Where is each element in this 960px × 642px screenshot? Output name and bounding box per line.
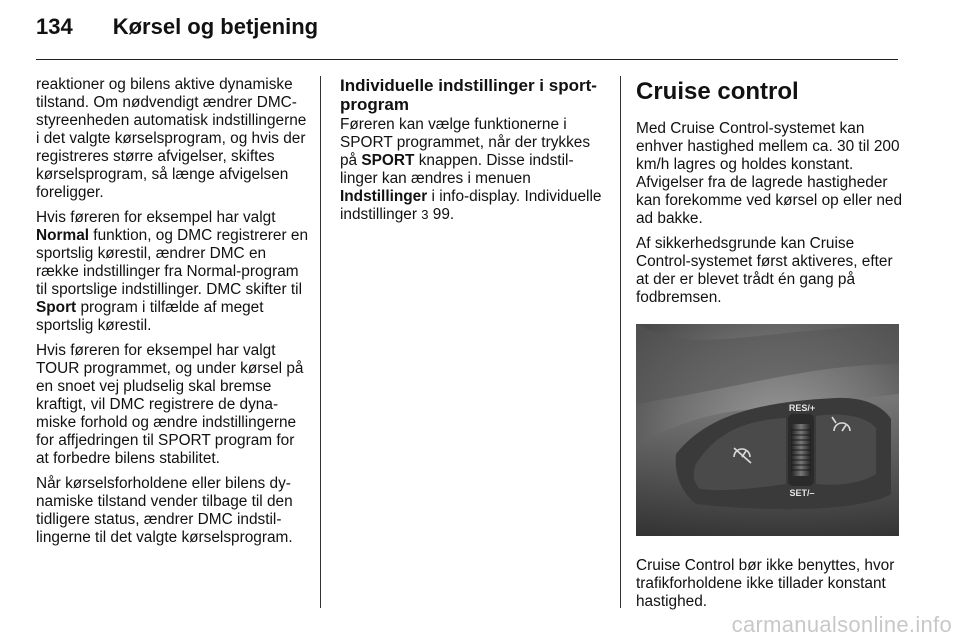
page-reference[interactable]: 99. (428, 206, 455, 223)
text-run: Føreren kan vælge funktionerne i SPORT programmet, når der trykkes på (340, 116, 591, 169)
paragraph: Af sikkerhedsgrunde kan Cruise Control-systemet først aktiveres, efter at der er blevet trådt én gang på fodbremsen. (636, 235, 893, 306)
subsection-heading: Individuelle indstillinger i sportprogram (340, 76, 597, 114)
chapter-title: Kørsel og betjening (112, 14, 319, 39)
bold-term-indstillinger: Indstillinger (340, 188, 428, 205)
text-run: program i tilfælde af meget sportslig kørestil. (36, 299, 264, 334)
bold-term-sport: Sport (36, 299, 77, 316)
steering-wheel-cruise-control-photo (636, 324, 899, 536)
paragraph: Med Cruise Control-systemet kan enhver hastighed mellem ca. 30 til 200 km/h lagres og holdes konstant. Afvigelser fra de lagrede hastigheder kan forekomme ved kørsel op eller ned ad bakke. (636, 120, 903, 227)
set-label: SET/– (789, 488, 815, 498)
paragraph: reaktioner og bilens aktive dynamiske tilstand. Om nødvendigt ændrer DMC-styreenheden automatisk indstillingerne i det valgte kørselsprogram, og hvis der registreres større afvigelser, skiftes kørselsprogram, så længe afvigelsen foreligger. (36, 76, 307, 201)
res-label: RES/+ (788, 403, 816, 413)
watermark-brand: carmanualsonline.info (731, 612, 952, 637)
paragraph: Hvis føreren for eksempel har valgt TOUR programmet, og under kørsel på en snoet vej pludselig skal bremse kraftigt, vil DMC registrere de dynamiske forhold og ændre indstillingerne for affjedringen til SPORT program for at forbedre bilens stabilitet. (36, 342, 304, 467)
page-number: 134 (36, 14, 73, 39)
text-run: i info-display. Individuelle indstillinger (340, 188, 602, 223)
paragraph: Når kørselsforholdene eller bilens dynamiske tilstand vender tilbage til den tidligere status, ændrer DMC indstillingerne til det valgte kørselsprogram. (36, 475, 293, 546)
bold-term-sport: SPORT (361, 152, 415, 169)
text-run: funktion, og DMC registrerer en sportslig kørestil, ændrer DMC en række indstillinger fra Normal-program til sportslige indstillinger. DMC skifter til (36, 227, 309, 298)
column-1 (36, 76, 308, 554)
header-rule (36, 59, 898, 60)
paragraph: Cruise Control bør ikke benyttes, hvor trafikforholdene ikke tillader konstant hastighed. (636, 557, 895, 610)
column-3 (636, 76, 904, 618)
page-header (36, 14, 318, 50)
column-divider (620, 76, 621, 608)
text-run: Hvis føreren for eksempel har valgt (36, 209, 276, 226)
page-reference-arrow-icon: 3 (421, 207, 429, 222)
text-run: knappen. Disse indstillinger kan ændres i menuen (340, 152, 574, 187)
paragraph (340, 116, 606, 224)
column-2 (340, 76, 606, 231)
section-heading: Cruise control (636, 78, 799, 105)
column-divider (320, 76, 321, 608)
bold-term-normal: Normal (36, 227, 90, 244)
paragraph (36, 209, 308, 335)
